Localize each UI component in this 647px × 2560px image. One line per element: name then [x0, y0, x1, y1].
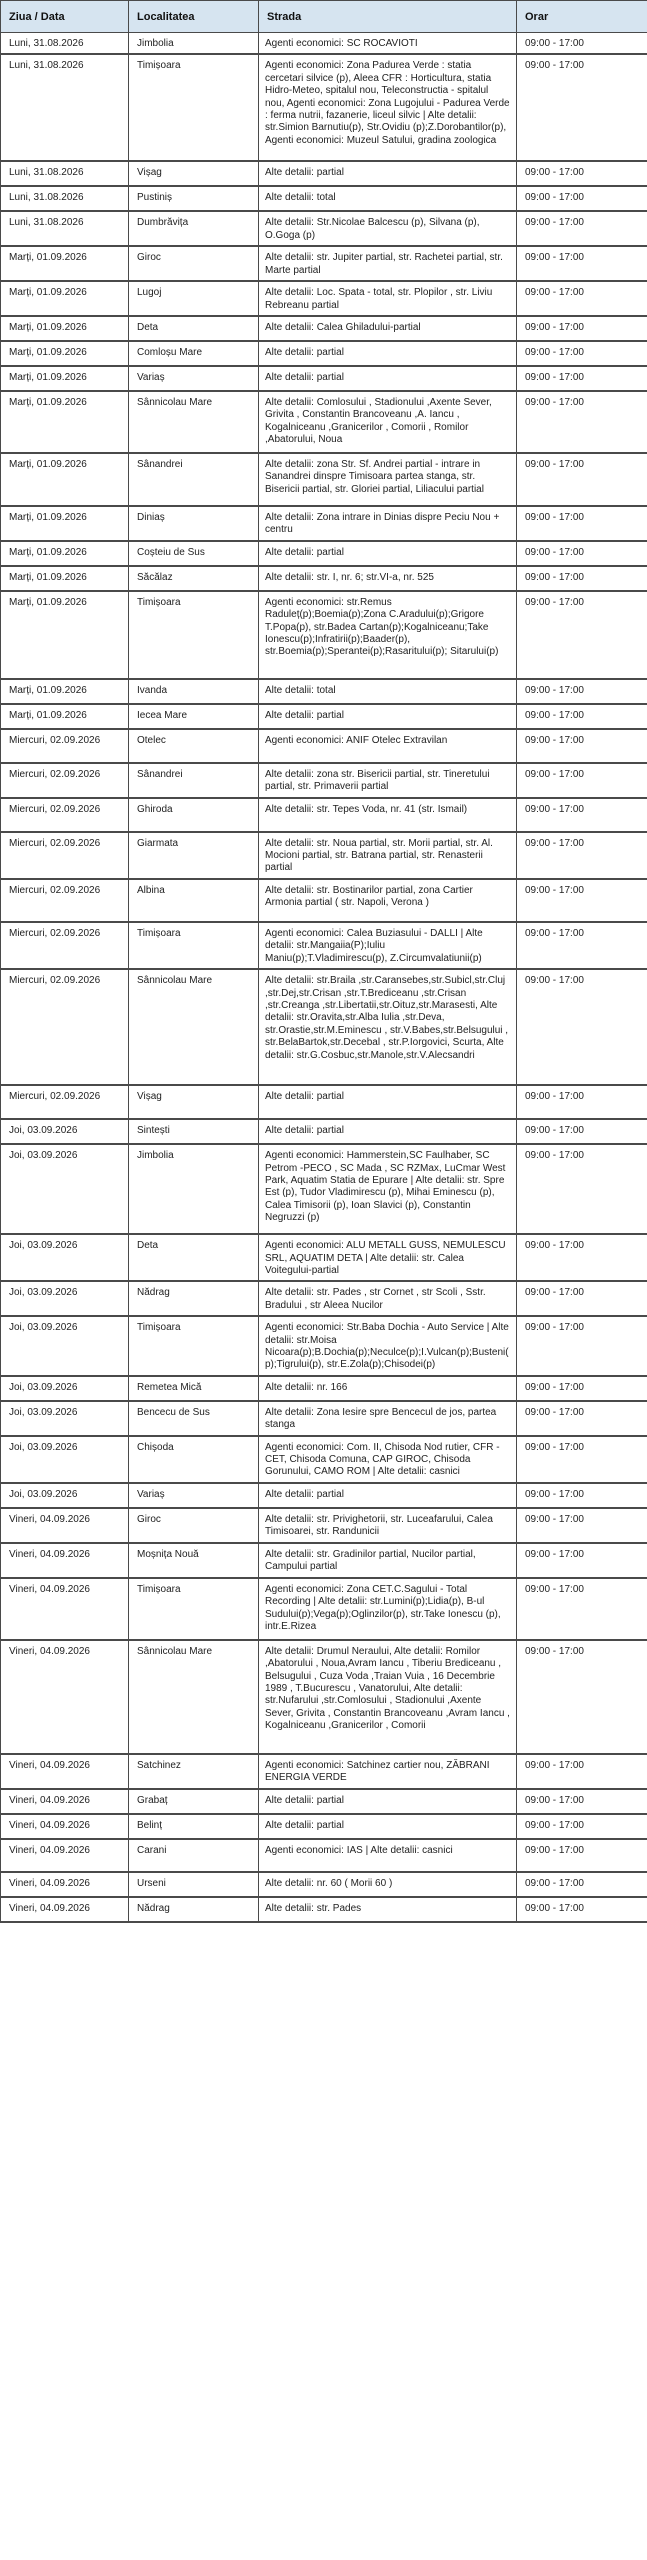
row-hours: 09:00 - 17:00 [517, 1754, 647, 1789]
row-date: Vineri, 04.09.2026 [1, 1543, 129, 1578]
table-row [1, 391, 647, 453]
row-date: Joi, 03.09.2026 [1, 1436, 129, 1483]
table-row [1, 1316, 647, 1376]
row-date: Vineri, 04.09.2026 [1, 1814, 129, 1839]
row-hours: 09:00 - 17:00 [517, 591, 647, 679]
row-date: Marți, 01.09.2026 [1, 506, 129, 541]
row-date: Luni, 31.08.2026 [1, 54, 129, 161]
row-street: Agenti economici: ALU METALL GUSS, NEMULESCU SRL, AQUATIM DETA | Alte detalii: str. Calea Voitegului-partial [259, 1234, 517, 1281]
row-hours: 09:00 - 17:00 [517, 1119, 647, 1144]
row-date: Luni, 31.08.2026 [1, 33, 129, 55]
table-row [1, 1144, 647, 1234]
table-row [1, 161, 647, 186]
row-street: Agenti economici: Zona CET.C.Sagului - Total Recording | Alte detalii: str.Lumini(p);Lidia(p), B-ul Sudului(p);Vega(p);Oglinzilor(p), str.Take Ionescu (p), intr.E.Rizea [259, 1578, 517, 1640]
row-street: Alte detalii: partial [259, 1483, 517, 1508]
row-hours: 09:00 - 17:00 [517, 832, 647, 879]
row-hours: 09:00 - 17:00 [517, 1872, 647, 1897]
row-street: Agenti economici: Hammerstein,SC Faulhaber, SC Petrom -PECO , SC Mada , SC RZMax, LuCmar West Park, Aquatim Statia de Epurare | Alte detalii: str. Spre Est (p), Tudor Vladimirescu (p), Mihai Eminescu (p), Calea Timisorii (p), Ioan Slavici (p), Constantin Negruzzi (p) [259, 1144, 517, 1234]
row-locality: Timișoara [129, 54, 259, 161]
row-locality: Carani [129, 1839, 259, 1872]
row-street: Alte detalii: Zona intrare in Dinias dispre Peciu Nou + centru [259, 506, 517, 541]
row-street: Alte detalii: str. Tepes Voda, nr. 41 (str. Ismail) [259, 798, 517, 832]
header-street: Strada [259, 1, 517, 33]
row-hours: 09:00 - 17:00 [517, 1814, 647, 1839]
row-locality: Vișag [129, 1085, 259, 1119]
row-hours: 09:00 - 17:00 [517, 1897, 647, 1922]
row-locality: Remetea Mică [129, 1376, 259, 1401]
row-hours: 09:00 - 17:00 [517, 1401, 647, 1436]
row-locality: Sânnicolau Mare [129, 391, 259, 453]
row-date: Marți, 01.09.2026 [1, 591, 129, 679]
row-hours: 09:00 - 17:00 [517, 316, 647, 341]
row-date: Vineri, 04.09.2026 [1, 1754, 129, 1789]
row-hours: 09:00 - 17:00 [517, 729, 647, 763]
row-street: Alte detalii: str. Noua partial, str. Morii partial, str. Al. Mocioni partial, str. Batrana partial, str. Renasterii partial [259, 832, 517, 879]
row-locality: Satchinez [129, 1754, 259, 1789]
table-row [1, 1754, 647, 1789]
row-hours: 09:00 - 17:00 [517, 1281, 647, 1316]
row-locality: Săcălaz [129, 566, 259, 591]
row-locality: Chișoda [129, 1436, 259, 1483]
row-locality: Giroc [129, 1508, 259, 1543]
row-street: Alte detalii: partial [259, 1814, 517, 1839]
header-date: Ziua / Data [1, 1, 129, 33]
row-date: Marți, 01.09.2026 [1, 679, 129, 704]
row-street: Alte detalii: partial [259, 1085, 517, 1119]
table-row [1, 1085, 647, 1119]
row-street: Agenti economici: ANIF Otelec Extravilan [259, 729, 517, 763]
row-street: Alte detalii: partial [259, 541, 517, 566]
row-locality: Timișoara [129, 922, 259, 969]
table-row [1, 1872, 647, 1897]
table-row [1, 729, 647, 763]
table-row [1, 566, 647, 591]
row-hours: 09:00 - 17:00 [517, 1508, 647, 1543]
row-date: Luni, 31.08.2026 [1, 211, 129, 246]
row-street: Agenti economici: SC ROCAVIOTI [259, 33, 517, 55]
row-locality: Ivanda [129, 679, 259, 704]
row-locality: Sânandrei [129, 453, 259, 506]
table-row [1, 316, 647, 341]
row-hours: 09:00 - 17:00 [517, 246, 647, 281]
row-locality: Grabaț [129, 1789, 259, 1814]
table-row [1, 798, 647, 832]
table-row [1, 1436, 647, 1483]
row-street: Agenti economici: IAS | Alte detalii: casnici [259, 1839, 517, 1872]
table-row [1, 211, 647, 246]
row-locality: Albina [129, 879, 259, 922]
table-row [1, 1814, 647, 1839]
row-street: Alte detalii: str. Pades , str Cornet , str Scoli , Sstr. Bradului , str Aleea Nucilor [259, 1281, 517, 1316]
row-locality: Timișoara [129, 1578, 259, 1640]
table-row [1, 1897, 647, 1922]
row-date: Miercuri, 02.09.2026 [1, 763, 129, 798]
table-row [1, 922, 647, 969]
row-hours: 09:00 - 17:00 [517, 679, 647, 704]
row-locality: Vișag [129, 161, 259, 186]
row-locality: Sânandrei [129, 763, 259, 798]
row-date: Marți, 01.09.2026 [1, 246, 129, 281]
row-locality: Bencecu de Sus [129, 1401, 259, 1436]
row-date: Joi, 03.09.2026 [1, 1483, 129, 1508]
table-row [1, 704, 647, 729]
row-hours: 09:00 - 17:00 [517, 1640, 647, 1754]
row-hours: 09:00 - 17:00 [517, 798, 647, 832]
row-date: Vineri, 04.09.2026 [1, 1508, 129, 1543]
row-date: Marți, 01.09.2026 [1, 316, 129, 341]
row-hours: 09:00 - 17:00 [517, 1483, 647, 1508]
row-date: Miercuri, 02.09.2026 [1, 798, 129, 832]
row-street: Agenti economici: str.Remus Raduleț(p);Boemia(p);Zona C.Aradului(p);Grigore T.Popa(p), str.Badea Cartan(p);Kogalniceanu;Take Ionescu(p);Infratirii(p);Baader(p), str.Boemia(p);Sperantei(p);Rasaritului(p); Sitarului(p) [259, 591, 517, 679]
table-row [1, 1281, 647, 1316]
table-row [1, 1839, 647, 1872]
table-row [1, 453, 647, 506]
row-street: Alte detalii: Zona Iesire spre Bencecul de jos, partea stanga [259, 1401, 517, 1436]
row-street: Agenti economici: Zona Padurea Verde : statia cercetari silvice (p), Aleea CFR : Horticultura, statia Hidro-Meteo, spitalul nou, Teleconstructia - spitalul nou, Agenti economici: Zona Lugojului - Padurea Verde : ferma nutrii, fazanerie, liceul silvic | Alte detalii: str.Simion Barnutiu(p), Str.Ovidiu (p);Z.Dorobantilor(p), Agenti economici: Muzeul Satului, gradina zoologica [259, 54, 517, 161]
row-hours: 09:00 - 17:00 [517, 366, 647, 391]
row-locality: Sintești [129, 1119, 259, 1144]
table-row [1, 1578, 647, 1640]
row-locality: Lugoj [129, 281, 259, 316]
row-locality: Deta [129, 1234, 259, 1281]
row-date: Miercuri, 02.09.2026 [1, 729, 129, 763]
row-locality: Moșnița Nouă [129, 1543, 259, 1578]
row-hours: 09:00 - 17:00 [517, 1144, 647, 1234]
row-street: Alte detalii: Drumul Neraului, Alte detalii: Romilor ,Abatorului , Noua,Avram Iancu , Tiberiu Brediceanu , Belsugului , Cuza Voda ,Traian Vuia , 16 Decembrie 1989 , T.Bucurescu , Vanatorului, Alte detalii: str.Nufarului ,str.Comlosului , Stadionului ,Axente Sever, Grivita , Constantin Brancoveanu ,Avram Iancu , Kogalniceanu ,Granicerilor , Comorii [259, 1640, 517, 1754]
row-date: Vineri, 04.09.2026 [1, 1640, 129, 1754]
row-street: Alte detalii: partial [259, 1789, 517, 1814]
row-street: Alte detalii: str. I, nr. 6; str.VI-a, nr. 525 [259, 566, 517, 591]
row-date: Joi, 03.09.2026 [1, 1401, 129, 1436]
row-locality: Urseni [129, 1872, 259, 1897]
row-locality: Ghiroda [129, 798, 259, 832]
row-hours: 09:00 - 17:00 [517, 1085, 647, 1119]
table-row [1, 1401, 647, 1436]
row-hours: 09:00 - 17:00 [517, 922, 647, 969]
row-hours: 09:00 - 17:00 [517, 879, 647, 922]
row-street: Alte detalii: total [259, 186, 517, 211]
row-hours: 09:00 - 17:00 [517, 211, 647, 246]
row-date: Vineri, 04.09.2026 [1, 1897, 129, 1922]
row-hours: 09:00 - 17:00 [517, 391, 647, 453]
row-date: Joi, 03.09.2026 [1, 1234, 129, 1281]
row-date: Vineri, 04.09.2026 [1, 1789, 129, 1814]
row-date: Vineri, 04.09.2026 [1, 1578, 129, 1640]
row-hours: 09:00 - 17:00 [517, 1789, 647, 1814]
row-locality: Belinț [129, 1814, 259, 1839]
table-row [1, 1508, 647, 1543]
header-hours: Orar [517, 1, 647, 33]
row-hours: 09:00 - 17:00 [517, 1376, 647, 1401]
row-locality: Giroc [129, 246, 259, 281]
header-locality: Localitatea [129, 1, 259, 33]
row-street: Alte detalii: zona Str. Sf. Andrei partial - intrare in Sanandrei dinspre Timisoara partea stanga, str. Bisericii partial, str. Gloriei partial, Liliacului partial [259, 453, 517, 506]
row-street: Alte detalii: partial [259, 161, 517, 186]
table-row [1, 1640, 647, 1754]
table-row [1, 969, 647, 1085]
row-street: Alte detalii: nr. 60 ( Morii 60 ) [259, 1872, 517, 1897]
row-locality: Jimbolia [129, 33, 259, 55]
row-hours: 09:00 - 17:00 [517, 566, 647, 591]
row-street: Agenti economici: Str.Baba Dochia - Auto Service | Alte detalii: str.Moisa Nicoara(p);B.Dochia(p);Neculce(p);I.Vulcan(p);Busteni(p);Tigrului(p), str.E.Zola(p);Chisodei(p) [259, 1316, 517, 1376]
table-row [1, 1789, 647, 1814]
table-row [1, 1483, 647, 1508]
row-locality: Sânnicolau Mare [129, 1640, 259, 1754]
row-date: Vineri, 04.09.2026 [1, 1872, 129, 1897]
table-row [1, 1119, 647, 1144]
table-row [1, 879, 647, 922]
table-row [1, 366, 647, 391]
row-street: Alte detalii: Str.Nicolae Balcescu (p), Silvana (p), O.Goga (p) [259, 211, 517, 246]
row-hours: 09:00 - 17:00 [517, 1543, 647, 1578]
table-row [1, 341, 647, 366]
row-hours: 09:00 - 17:00 [517, 1316, 647, 1376]
row-locality: Deta [129, 316, 259, 341]
row-date: Joi, 03.09.2026 [1, 1376, 129, 1401]
row-hours: 09:00 - 17:00 [517, 186, 647, 211]
table-row [1, 1234, 647, 1281]
row-date: Joi, 03.09.2026 [1, 1281, 129, 1316]
row-date: Joi, 03.09.2026 [1, 1119, 129, 1144]
row-hours: 09:00 - 17:00 [517, 281, 647, 316]
row-street: Alte detalii: Loc. Spata - total, str. Plopilor , str. Liviu Rebreanu partial [259, 281, 517, 316]
row-date: Marți, 01.09.2026 [1, 541, 129, 566]
row-date: Miercuri, 02.09.2026 [1, 832, 129, 879]
row-street: Alte detalii: nr. 166 [259, 1376, 517, 1401]
row-locality: Sânnicolau Mare [129, 969, 259, 1085]
row-locality: Variaș [129, 1483, 259, 1508]
row-locality: Jimbolia [129, 1144, 259, 1234]
table-row [1, 763, 647, 798]
row-street: Alte detalii: Calea Ghiladului-partial [259, 316, 517, 341]
row-date: Joi, 03.09.2026 [1, 1316, 129, 1376]
row-hours: 09:00 - 17:00 [517, 1436, 647, 1483]
row-hours: 09:00 - 17:00 [517, 1578, 647, 1640]
row-locality: Giarmata [129, 832, 259, 879]
row-date: Miercuri, 02.09.2026 [1, 922, 129, 969]
table-row [1, 186, 647, 211]
row-locality: Timișoara [129, 1316, 259, 1376]
row-street: Alte detalii: partial [259, 341, 517, 366]
row-hours: 09:00 - 17:00 [517, 704, 647, 729]
table-header-row [1, 1, 647, 33]
row-locality: Nădrag [129, 1281, 259, 1316]
row-date: Marți, 01.09.2026 [1, 453, 129, 506]
row-date: Marți, 01.09.2026 [1, 704, 129, 729]
row-street: Alte detalii: str. Privighetorii, str. Luceafarului, Calea Timisoarei, str. Randunicii [259, 1508, 517, 1543]
row-hours: 09:00 - 17:00 [517, 969, 647, 1085]
row-hours: 09:00 - 17:00 [517, 453, 647, 506]
row-street: Alte detalii: total [259, 679, 517, 704]
table-body [1, 33, 647, 1922]
row-date: Marți, 01.09.2026 [1, 566, 129, 591]
row-date: Vineri, 04.09.2026 [1, 1839, 129, 1872]
table-row [1, 246, 647, 281]
row-date: Miercuri, 02.09.2026 [1, 969, 129, 1085]
row-street: Agenti economici: Satchinez cartier nou, ZĂBRANI ENERGIA VERDE [259, 1754, 517, 1789]
table-row [1, 1543, 647, 1578]
row-hours: 09:00 - 17:00 [517, 54, 647, 161]
table-row [1, 506, 647, 541]
row-hours: 09:00 - 17:00 [517, 33, 647, 55]
row-street: Alte detalii: str. Pades [259, 1897, 517, 1922]
row-date: Joi, 03.09.2026 [1, 1144, 129, 1234]
row-locality: Otelec [129, 729, 259, 763]
row-street: Alte detalii: str. Gradinilor partial, Nucilor partial, Campului partial [259, 1543, 517, 1578]
row-date: Luni, 31.08.2026 [1, 161, 129, 186]
table-row [1, 679, 647, 704]
row-date: Marți, 01.09.2026 [1, 391, 129, 453]
table-row [1, 832, 647, 879]
row-date: Marți, 01.09.2026 [1, 366, 129, 391]
row-locality: Pustiniș [129, 186, 259, 211]
row-date: Marți, 01.09.2026 [1, 341, 129, 366]
row-street: Alte detalii: partial [259, 1119, 517, 1144]
table-row [1, 541, 647, 566]
row-locality: Nădrag [129, 1897, 259, 1922]
row-street: Alte detalii: partial [259, 704, 517, 729]
row-hours: 09:00 - 17:00 [517, 1839, 647, 1872]
row-locality: Timișoara [129, 591, 259, 679]
row-locality: Dumbrăvița [129, 211, 259, 246]
row-street: Alte detalii: str.Braila ,str.Caransebes,str.Subicl,str.Cluj ,str.Dej,str.Crisan ,str.T.Brediceanu ,str.Crisan ,str.Creanga ,str.Libertatii,str.Oituz,str.Marasesti, Alte detalii: str.Oravita,str.Alba Iulia ,str.Deva, str.Orastie,str.M.Eminescu , str.V.Babes,str.Belsugului , str.BelaBartok,str.Decebal , str.P.Iorgovici, Scurta, Alte detalii: str.G.Cosbuc,str.Manole,str.V.Alecsandri [259, 969, 517, 1085]
row-street: Alte detalii: partial [259, 366, 517, 391]
row-hours: 09:00 - 17:00 [517, 506, 647, 541]
row-date: Marți, 01.09.2026 [1, 281, 129, 316]
table-row [1, 1376, 647, 1401]
row-hours: 09:00 - 17:00 [517, 541, 647, 566]
row-hours: 09:00 - 17:00 [517, 161, 647, 186]
row-date: Luni, 31.08.2026 [1, 186, 129, 211]
table-row [1, 591, 647, 679]
table-row [1, 54, 647, 161]
table-row [1, 281, 647, 316]
row-date: Miercuri, 02.09.2026 [1, 879, 129, 922]
row-hours: 09:00 - 17:00 [517, 1234, 647, 1281]
row-locality: Comloșu Mare [129, 341, 259, 366]
row-street: Alte detalii: str. Jupiter partial, str. Rachetei partial, str. Marte partial [259, 246, 517, 281]
row-locality: Coșteiu de Sus [129, 541, 259, 566]
row-street: Alte detalii: Comlosului , Stadionului ,Axente Sever, Grivita , Constantin Brancoveanu ,A. Iancu , Kogalniceanu ,Granicerilor , Comorii , Romilor ,Abatorului, Noua [259, 391, 517, 453]
row-street: Alte detalii: zona str. Bisericii partial, str. Tineretului partial, str. Primaverii partial [259, 763, 517, 798]
row-locality: Variaș [129, 366, 259, 391]
row-hours: 09:00 - 17:00 [517, 763, 647, 798]
row-street: Alte detalii: str. Bostinarilor partial, zona Cartier Armonia partial ( str. Napoli, Verona ) [259, 879, 517, 922]
row-hours: 09:00 - 17:00 [517, 341, 647, 366]
table-row [1, 33, 647, 55]
row-locality: Diniaș [129, 506, 259, 541]
row-street: Agenti economici: Calea Buziasului - DALLI | Alte detalii: str.Mangaiia(P);Iuliu Maniu(p);T.Vladimirescu(p), Z.Circumvalatiunii(p) [259, 922, 517, 969]
row-street: Agenti economici: Com. II, Chisoda Nod rutier, CFR - CET, Chisoda Comuna, CAP GIROC, Chisoda Gorunului, CAMO ROM | Alte detalii: casnici [259, 1436, 517, 1483]
row-date: Miercuri, 02.09.2026 [1, 1085, 129, 1119]
row-locality: Iecea Mare [129, 704, 259, 729]
